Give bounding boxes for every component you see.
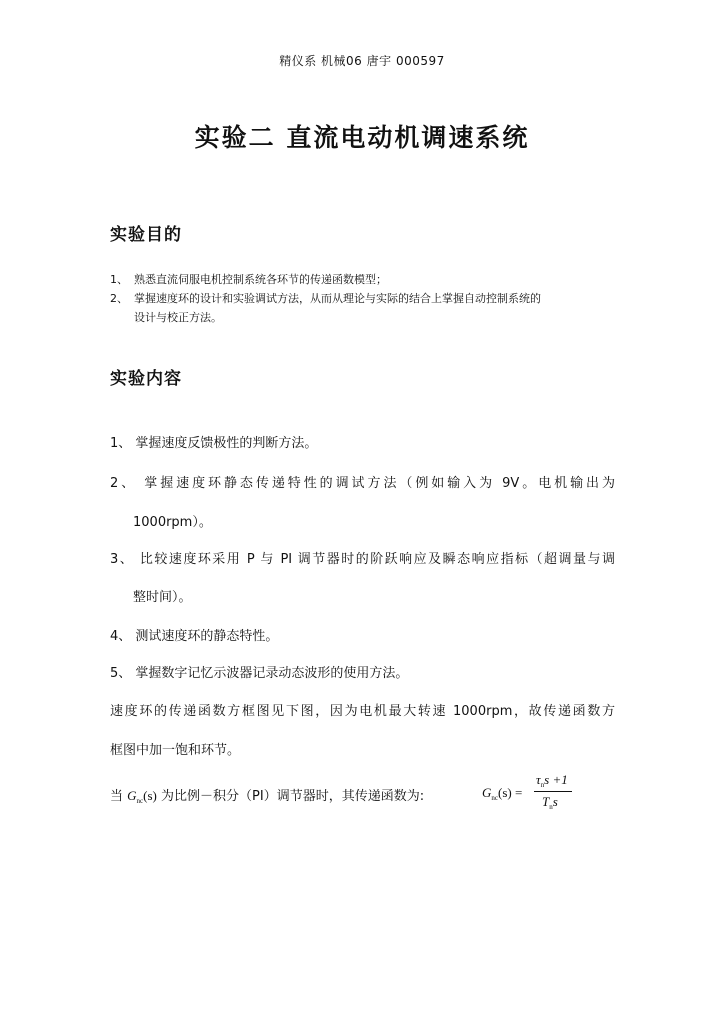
g-symbol: G <box>127 788 137 803</box>
lhs-symbol: G <box>482 785 492 800</box>
numerator-rest: s +1 <box>544 772 568 787</box>
s-symbol: s <box>552 794 558 809</box>
content-item-3: 3、 比较速度环采用 P 与 PI 调节器时的阶跃响应及瞬态响应指标（超调量与调 <box>110 552 615 567</box>
formula-description: 为比例－积分（PI）调节器时，其传递函数为: <box>161 789 425 804</box>
formula-sentence <box>110 785 424 804</box>
g-argument: (s) <box>143 788 157 803</box>
paragraph-block-diagram-continuation: 框图中加一饱和环节。 <box>110 743 241 758</box>
lhs-argument: (s) = <box>498 785 523 800</box>
formula-prefix: 当 <box>110 789 124 804</box>
fraction-bar <box>534 791 572 792</box>
t-subscript: n <box>549 803 553 811</box>
section-heading-purpose: 实验目的 <box>110 225 182 245</box>
list-item <box>110 270 620 289</box>
paragraph-block-diagram: 速度环的传递函数方框图见下图，因为电机最大转速 1000rpm，故传递函数方 <box>110 704 615 719</box>
tau-symbol: τ <box>536 772 541 787</box>
g-subscript: nc <box>136 797 144 805</box>
page-header: 精仪系 机械06 唐宇 000597 <box>279 54 445 68</box>
list-item <box>110 289 620 308</box>
section-heading-content: 实验内容 <box>110 369 182 389</box>
list-item-number: 2、 <box>110 292 128 305</box>
content-item-2-continuation: 1000rpm）。 <box>133 515 212 530</box>
lhs-subscript: nc <box>491 794 498 802</box>
content-item-1: 1、 掌握速度反馈极性的判断方法。 <box>110 436 318 451</box>
t-symbol: T <box>542 794 550 809</box>
page-title: 实验二 直流电动机调速系统 <box>194 123 530 152</box>
transfer-function-formula <box>482 772 592 816</box>
list-item-continuation: 设计与校正方法。 <box>134 311 222 324</box>
content-item-2: 2、 掌握速度环静态传递特性的调试方法（例如输入为 9V。电机输出为 <box>110 476 615 491</box>
purpose-list <box>110 270 620 327</box>
formula-numerator <box>536 772 568 788</box>
formula-lhs <box>482 785 522 801</box>
content-item-5: 5、 掌握数字记忆示波器记录动态波形的使用方法。 <box>110 666 409 681</box>
tau-subscript: n <box>540 781 545 789</box>
formula-denominator <box>542 794 558 810</box>
content-item-3-continuation: 整时间）。 <box>133 590 192 605</box>
list-item-number: 1、 <box>110 273 128 286</box>
content-item-4: 4、 测试速度环的静态特性。 <box>110 629 279 644</box>
list-item-text: 掌握速度环的设计和实验调试方法，从而从理论与实际的结合上掌握自动控制系统的 <box>134 292 541 305</box>
list-item-text: 熟悉直流伺服电机控制系统各环节的传递函数模型； <box>134 273 387 286</box>
